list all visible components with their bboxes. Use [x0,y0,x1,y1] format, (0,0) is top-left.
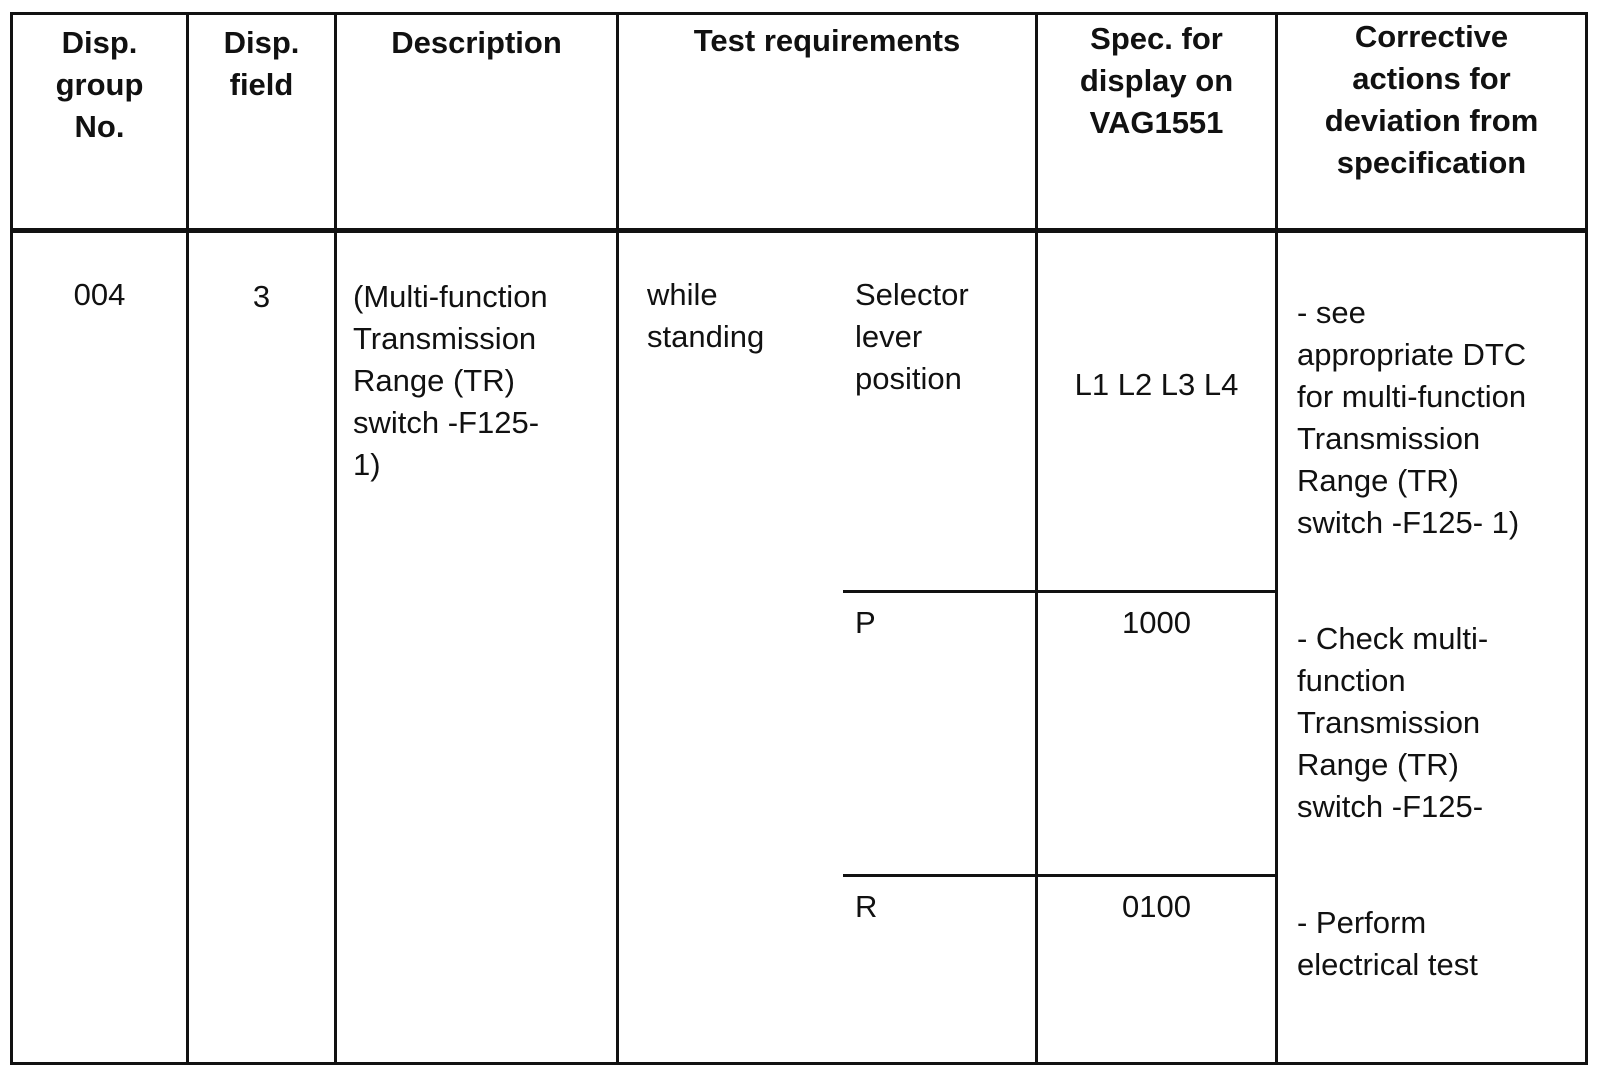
header-spec: Spec. for display on VAG1551 [1079,21,1234,140]
header-field: Disp. field [223,25,300,102]
header-group-no: Disp. group No. [55,25,144,144]
cell-condition: while standing [647,277,765,354]
col-divider-3 [616,12,619,1065]
cell-field: 3 [252,279,271,314]
cell-position-r: R [855,889,878,924]
header-corrective-actions: Corrective actions for deviation from specification [1324,19,1539,180]
cell-spec-r: 0100 [1122,889,1191,924]
cell-group-no: 004 [73,277,126,312]
table-border-left [10,12,13,1065]
cell-selector-label: Selector lever position [855,277,969,396]
header-separator [10,228,1588,233]
header-test-requirements: Test requirements [693,23,961,58]
col-divider-2 [334,12,337,1065]
cell-action-3: - Perform electrical test [1297,905,1478,982]
cell-position-p: P [855,605,876,640]
table-border-right [1585,12,1588,1065]
cell-spec-header: L1 L2 L3 L4 [1074,367,1239,402]
row-separator-r [843,874,1275,877]
cell-spec-p: 1000 [1122,605,1191,640]
header-description: Description [391,25,562,60]
col-divider-1 [186,12,189,1065]
table-border-top [10,12,1588,15]
cell-description: (Multi-function Transmission Range (TR) switch -F125- 1) [353,279,548,482]
cell-action-2: - Check multi- function Transmission Range (TR) switch -F125- [1297,621,1489,824]
table-border-bottom [10,1062,1588,1065]
cell-action-1: - see appropriate DTC for multi-function Transmission Range (TR) switch -F125- 1) [1297,295,1527,540]
row-separator-p [843,590,1275,593]
